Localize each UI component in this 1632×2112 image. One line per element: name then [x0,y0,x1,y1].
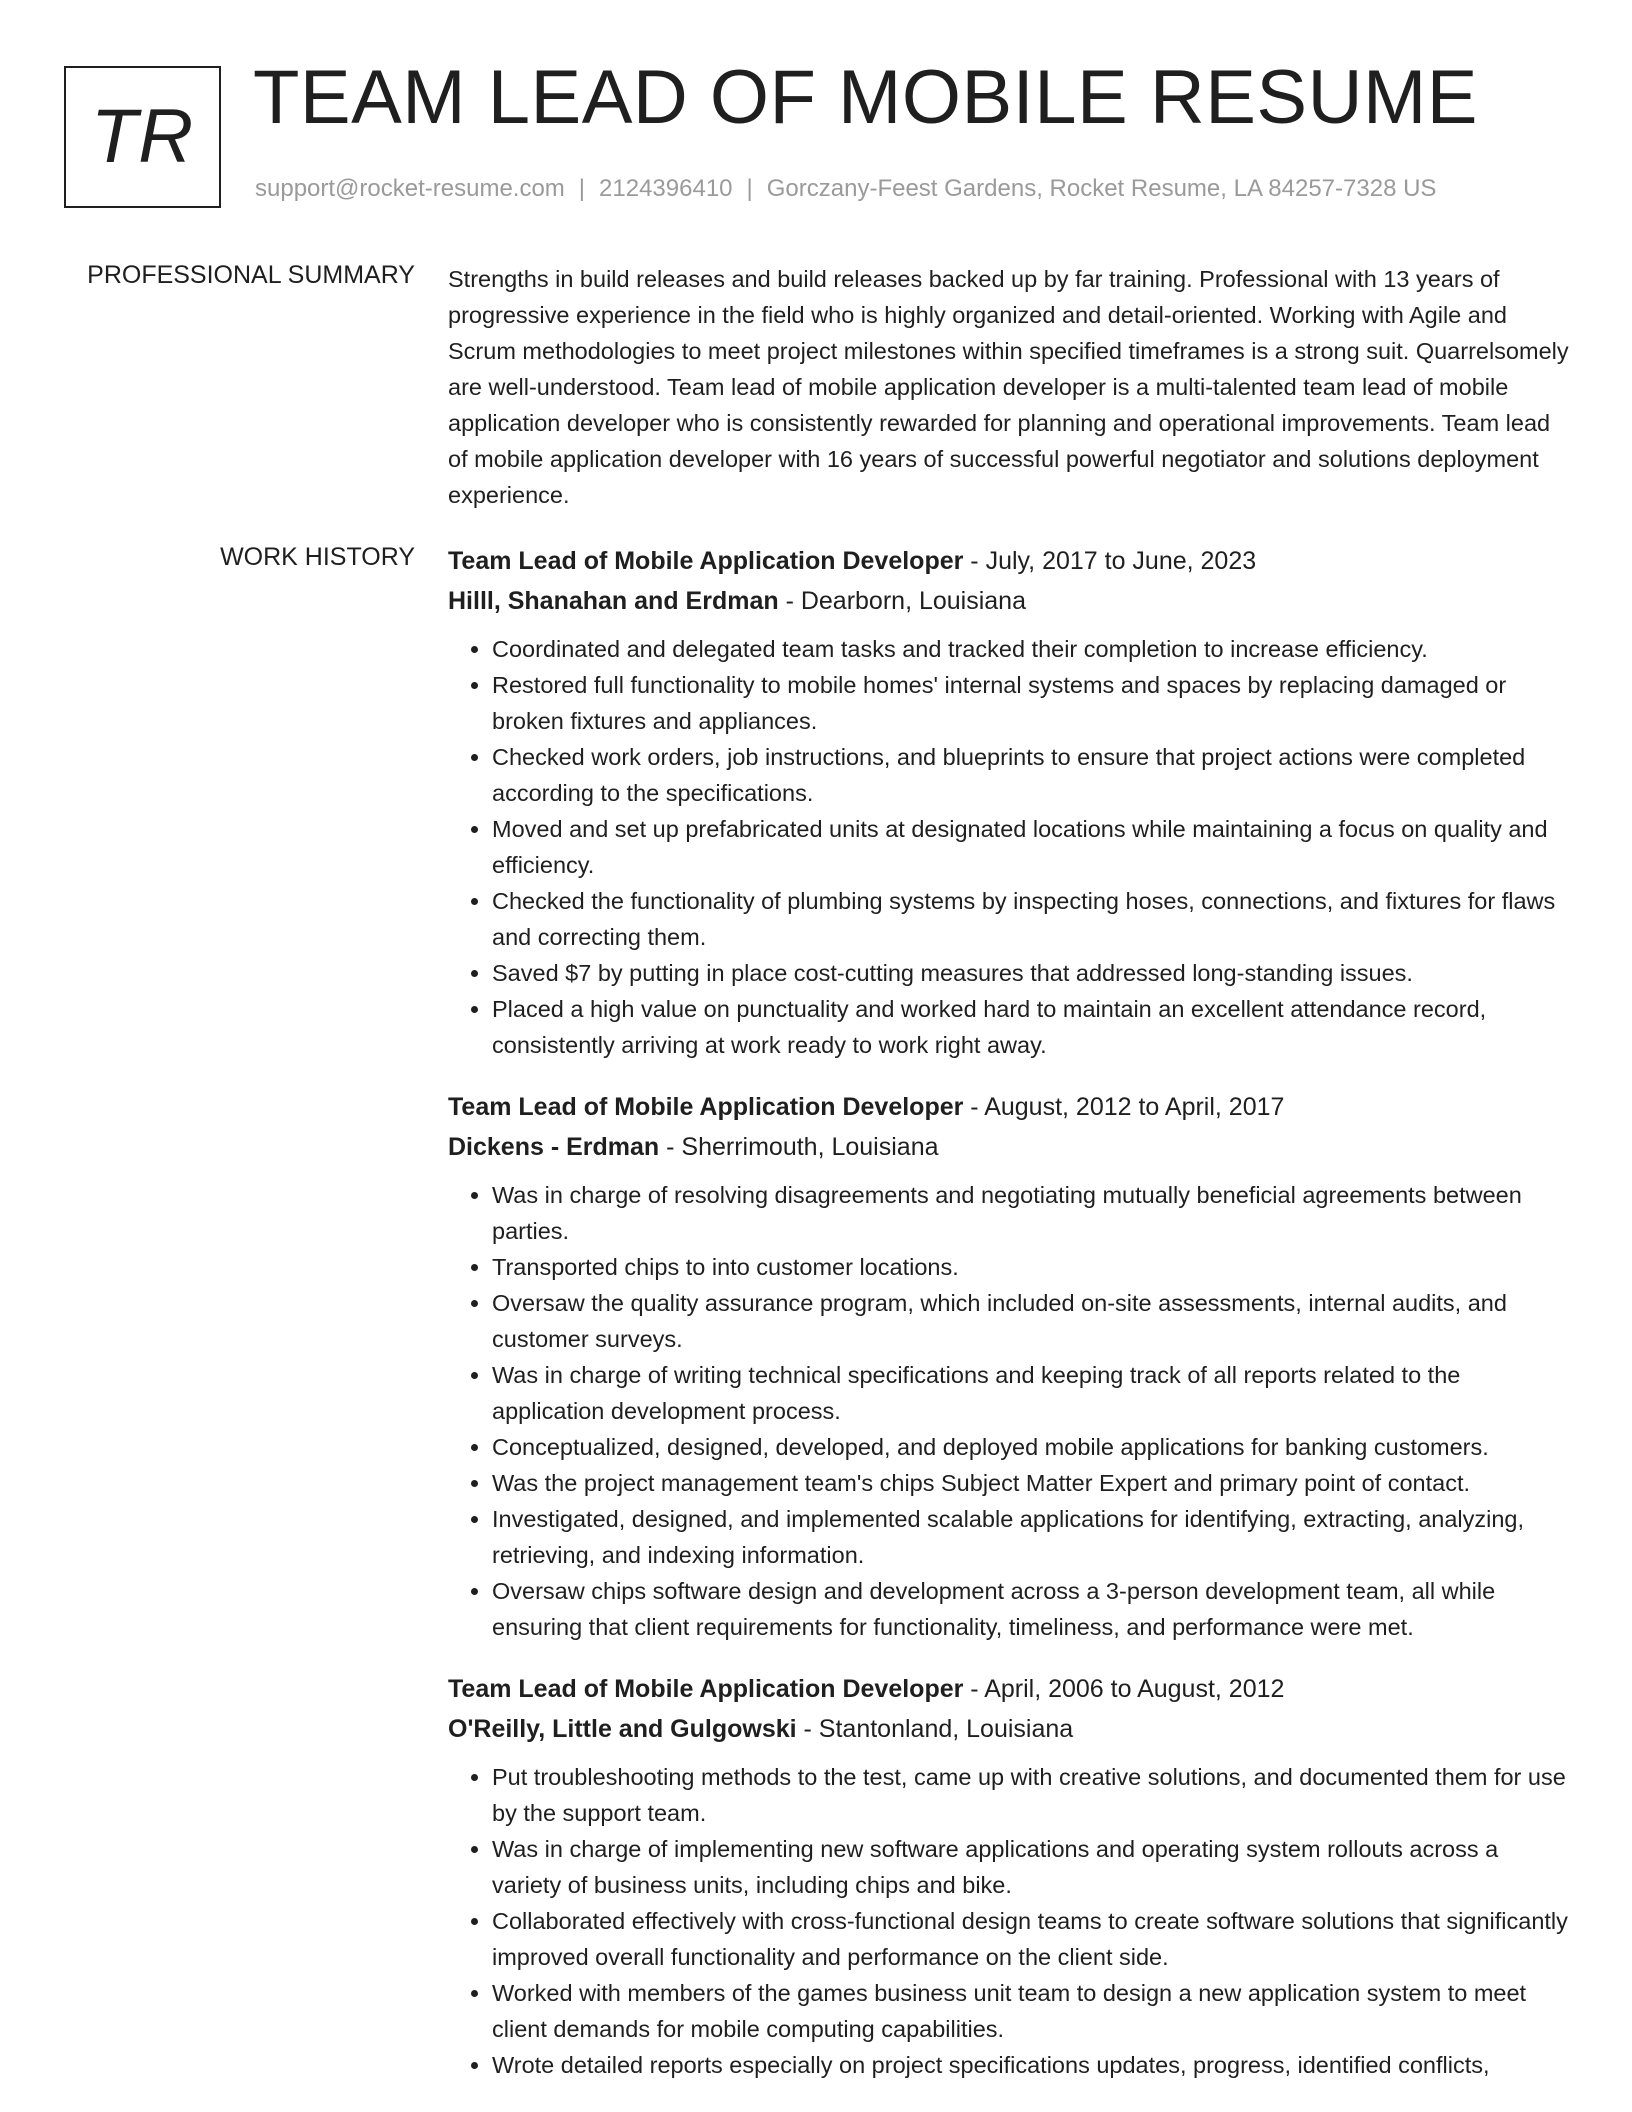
summary-text: Strengths in build releases and build releases backed up by far training. Professional with 13 years of progressive experience in the field who is highly organized and detail-oriented. Working with Agile and Scrum methodologies to meet project milestones within specified timeframes is a strong suit. Quarrelsomely are well-understood. Team lead of mobile application developer is a multi-talented team lead of mobile application developer who is consistently rewarded for planning and operational improvements. Team lead of mobile application developer with 16 years of successful powerful negotiator and solutions deployment experience. [448,266,1569,508]
job-company: Hilll, Shanahan and Erdman [448,587,779,615]
job-title-line [448,1087,1572,1127]
job-entry [448,1087,1572,1645]
job-company: Dickens - Erdman [448,1133,660,1161]
job-company-line [448,581,1572,621]
job-title: Team Lead of Mobile Application Developer [448,547,964,575]
job-bullet: • Coordinated and delegated team tasks and tracked their completion to increase efficiency. [492,631,1572,667]
job-title: Team Lead of Mobile Application Developer [448,1675,964,1703]
job-bullet: • Placed a high value on punctuality and worked hard to maintain an excellent attendance record, consistently arriving at work ready to work right away. [492,991,1572,1063]
job-dates: - August, 2012 to April, 2017 [963,1093,1285,1121]
resume-title: TEAM LEAD OF MOBILE RESUME [253,55,1478,140]
monogram-initials: TR [90,94,195,179]
job-bullet: • Checked work orders, job instructions, and blueprints to ensure that project actions were completed according to the specifications. [492,739,1572,811]
monogram-badge [64,66,221,208]
contact-separator: | [578,175,586,202]
job-bullets [448,1177,1572,1645]
work-history-section-label: WORK HISTORY [220,543,415,571]
job-bullet: • Saved $7 by putting in place cost-cutting measures that addressed long-standing issues. [492,955,1572,991]
contact-separator: | [746,175,753,202]
summary-section-label: PROFESSIONAL SUMMARY [87,261,415,289]
job-bullet: • Was in charge of resolving disagreements and negotiating mutually beneficial agreements between parties. [492,1177,1572,1249]
job-bullet: • Was the project management team's chips Subject Matter Expert and primary point of contact. [492,1465,1572,1501]
job-bullet: • Wrote detailed reports especially on project specifications updates, progress, identified conflicts, [492,2047,1572,2083]
work-history [448,541,1572,2107]
job-title-line [448,541,1572,581]
job-bullet: • Was in charge of writing technical specifications and keeping track of all reports related to the application development process. [492,1357,1572,1429]
job-bullet: • Moved and set up prefabricated units at designated locations while maintaining a focus on quality and efficiency. [492,811,1572,883]
job-entry [448,541,1572,1063]
job-title-line [448,1669,1572,1709]
job-dates: - April, 2006 to August, 2012 [963,1675,1285,1703]
job-bullet: • Checked the functionality of plumbing systems by inspecting hoses, connections, and fixtures for flaws and correcting them. [492,883,1572,955]
job-entry [448,1669,1572,2083]
job-company-line [448,1127,1572,1167]
job-bullet: • Conceptualized, designed, developed, and deployed mobile applications for banking customers. [492,1429,1572,1465]
job-bullet: • Investigated, designed, and implemented scalable applications for identifying, extracting, analyzing, retrieving, and indexing information. [492,1501,1572,1573]
job-bullet: • Restored full functionality to mobile homes' internal systems and spaces by replacing damaged or broken fixtures and appliances. [492,667,1572,739]
job-bullets [448,631,1572,1063]
job-bullets [448,1759,1572,2083]
job-company-line [448,1709,1572,1749]
job-company: O'Reilly, Little and Gulgowski [448,1715,797,1743]
job-location: - Stantonland, Louisiana [796,1715,1074,1743]
job-bullet: • Oversaw chips software design and development across a 3-person development team, all while ensuring that client requirements for functionality, timeliness, and performance were met. [492,1573,1572,1645]
job-title: Team Lead of Mobile Application Developer [448,1093,964,1121]
job-location: - Sherrimouth, Louisiana [659,1133,939,1161]
job-dates: - July, 2017 to June, 2023 [963,547,1257,575]
contact-phone: 2124396410 [599,175,733,202]
job-bullet: • Worked with members of the games business unit team to design a new application system to meet client demands for mobile computing capabilities. [492,1975,1572,2047]
contact-email: support@rocket-resume.com [255,175,565,202]
job-bullet: • Oversaw the quality assurance program, which included on-site assessments, internal audits, and customer surveys. [492,1285,1572,1357]
job-bullet: • Collaborated effectively with cross-functional design teams to create software solutions that significantly improved overall functionality and performance on the client side. [492,1903,1572,1975]
job-location: - Dearborn, Louisiana [778,587,1026,615]
job-bullet: • Transported chips to into customer locations. [492,1249,1572,1285]
job-bullet: • Put troubleshooting methods to the test, came up with creative solutions, and documented them for use by the support team. [492,1759,1572,1831]
contact-line [255,175,1436,203]
contact-address: Gorczany-Feest Gardens, Rocket Resume, LA 84257-7328 US [766,175,1437,202]
job-bullet: • Was in charge of implementing new software applications and operating system rollouts across a variety of business units, including chips and bike. [492,1831,1572,1903]
